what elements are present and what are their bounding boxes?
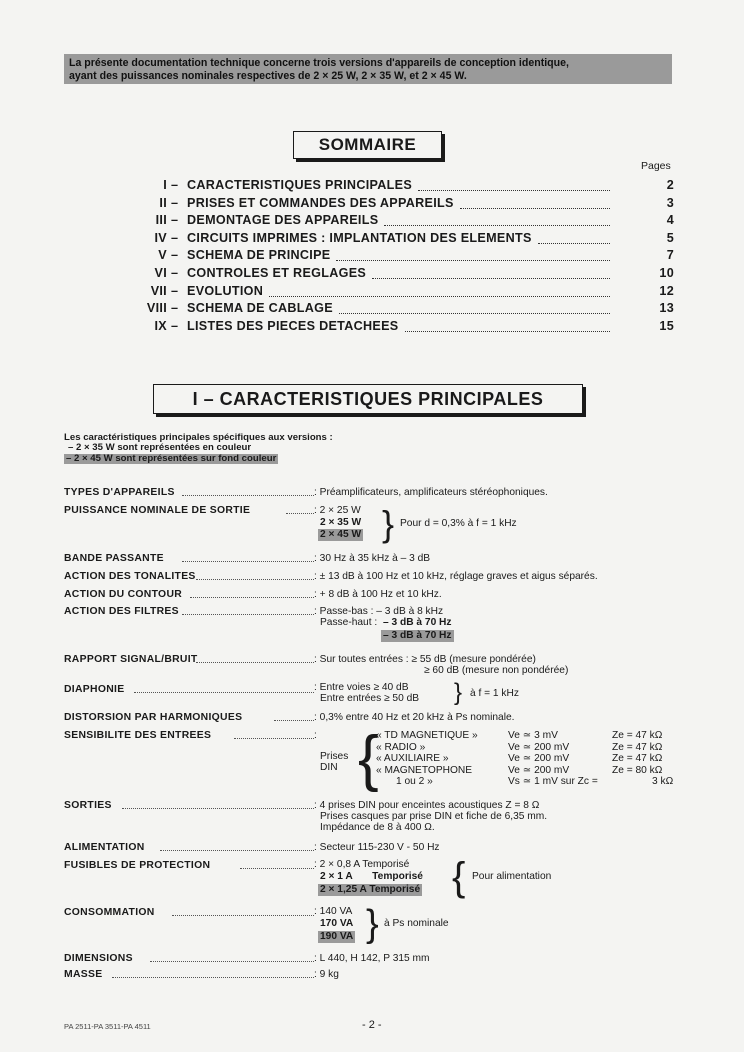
toc-label: SCHEMA DE PRINCIPE: [187, 248, 331, 263]
spec-filtres-v2-label: Passe-haut :: [320, 617, 378, 628]
sensibilite-voltage: Ve ≃ 3 mV: [508, 730, 558, 741]
toc-leader: [372, 274, 610, 279]
brace: {: [452, 855, 466, 899]
toc-number: III: [155, 213, 167, 228]
spec-signal-label: RAPPORT SIGNAL/BRUIT: [64, 654, 198, 665]
sommaire-title: SOMMAIRE: [293, 131, 442, 159]
brace: }: [454, 679, 463, 706]
section-title: I – CARACTERISTIQUES PRINCIPALES: [153, 384, 583, 414]
toc-label: LISTES DES PIECES DETACHEES: [187, 318, 399, 333]
spec-fusibles-label: FUSIBLES DE PROTECTION: [64, 860, 211, 871]
toc-dash: –: [171, 301, 179, 316]
spec-masse-label: MASSE: [64, 969, 103, 980]
toc-label: CARACTERISTIQUES PRINCIPALES: [187, 178, 413, 192]
toc-label: EVOLUTION: [187, 283, 264, 298]
spec-puissance-v2: 2 × 35 W: [320, 517, 362, 528]
toc-leader: [339, 309, 610, 314]
pages-label: Pages: [641, 160, 671, 172]
toc-page: 13: [659, 301, 674, 316]
spec-puissance-v3: 2 × 45 W: [320, 529, 362, 540]
spec-tonalites-value: : ± 13 dB à 100 Hz et 10 kHz, réglage graves et aigus séparés.: [314, 571, 598, 582]
leader-dots: [286, 509, 314, 514]
leader-dots: [172, 911, 314, 916]
sensibilite-input-name: « AUXILIAIRE »: [376, 753, 449, 764]
toc-page: 4: [666, 213, 674, 228]
brace: {: [358, 724, 379, 793]
spec-diaphonie-v1: : Entre voies ≥ 40 dB: [314, 682, 409, 693]
spec-sensibilite-label: SENSIBILITE DES ENTREES: [64, 730, 212, 741]
spec-alimentation-label: ALIMENTATION: [64, 842, 145, 853]
toc-dash: –: [171, 230, 179, 245]
sensibilite-input-name: « MAGNETOPHONE: [376, 764, 473, 776]
toc-page: 3: [666, 195, 674, 210]
sensibilite-impedance: Ze = 47 kΩ: [612, 753, 663, 764]
toc-row: [60, 231, 680, 249]
leader-dots: [182, 491, 314, 496]
spec-fusibles-v3: 2 × 1,25 A Temporisé: [320, 884, 421, 895]
toc-page: 12: [659, 283, 674, 298]
spec-filtres-v2-value: – 3 dB à 70 Hz: [383, 617, 452, 628]
toc-row: [60, 266, 680, 284]
sensibilite-voltage: Ve ≃ 200 mV: [508, 741, 570, 753]
toc-row: [60, 319, 680, 337]
toc-leader: [269, 292, 610, 297]
section-intro-line-3: – 2 × 45 W sont représentées sur fond couleur: [66, 453, 277, 464]
sensibilite-input-name: « TD MAGNETIQUE »: [376, 730, 478, 741]
spec-filtres-v1: : Passe-bas : – 3 dB à 8 kHz: [314, 606, 444, 617]
toc-number: V: [158, 248, 167, 263]
toc-page: 5: [666, 230, 674, 245]
spec-diaphonie-label: DIAPHONIE: [64, 684, 125, 695]
toc-row: [60, 301, 680, 319]
toc-page: 10: [659, 265, 674, 280]
spec-dimensions-label: DIMENSIONS: [64, 953, 133, 964]
toc-number: VIII: [146, 301, 167, 316]
spec-consommation-v1: : 140 VA: [314, 906, 353, 917]
colon: :: [314, 730, 317, 741]
toc-number: VII: [150, 283, 167, 298]
spec-filtres-label: ACTION DES FILTRES: [64, 606, 179, 617]
spec-consommation-v2: 170 VA: [320, 918, 354, 929]
sensibilite-voltage: Vs ≃ 1 mV sur Zc =: [508, 776, 598, 787]
spec-distorsion-value: : 0,3% entre 40 Hz et 20 kHz à Ps nominale.: [314, 712, 515, 723]
section-intro-line-2: – 2 × 35 W sont représentées en couleur: [68, 442, 252, 453]
toc-label: PRISES ET COMMANDES DES APPAREILS: [187, 195, 454, 210]
intro-banner: [64, 54, 672, 84]
toc-dash: –: [171, 248, 179, 263]
spec-contour-label: ACTION DU CONTOUR: [64, 589, 183, 600]
leader-dots: [196, 658, 314, 663]
toc-row: [60, 213, 680, 231]
sensibilite-voltage: Ve ≃ 200 mV: [508, 753, 570, 764]
toc-leader: [538, 239, 610, 244]
toc-row: [60, 284, 680, 302]
toc-row: [60, 178, 680, 196]
toc-page: 2: [666, 178, 674, 192]
leader-dots: [274, 716, 314, 721]
toc-leader: [460, 204, 610, 209]
spec-bande-label: BANDE PASSANTE: [64, 553, 164, 564]
leader-dots: [182, 557, 314, 562]
sensibilite-input-name: 1 ou 2 »: [396, 776, 433, 787]
leader-dots: [240, 864, 314, 869]
spec-puissance-cond: Pour d = 0,3% à f = 1 kHz: [400, 518, 517, 529]
spec-tonalites-label: ACTION DES TONALITES: [64, 571, 196, 582]
toc-label: DEMONTAGE DES APPAREILS: [187, 213, 379, 228]
toc-number: IX: [154, 318, 167, 333]
spec-fusibles-v2: 2 × 1 A Temporisé: [320, 871, 423, 882]
toc-dash: –: [171, 213, 179, 228]
leader-dots: [196, 575, 314, 580]
spec-puissance-label: PUISSANCE NOMINALE DE SORTIE: [64, 505, 251, 516]
leader-dots: [134, 688, 314, 693]
spec-fusibles-v1: : 2 × 0,8 A Temporisé: [314, 859, 410, 870]
toc-leader: [405, 327, 610, 332]
spec-types-value: : Préamplificateurs, amplificateurs stéréophoniques.: [314, 487, 548, 498]
toc-leader: [384, 221, 610, 226]
spec-contour-value: : + 8 dB à 100 Hz et 10 kHz.: [314, 589, 442, 600]
leader-dots: [122, 804, 314, 809]
spec-distorsion-label: DISTORSION PAR HARMONIQUES: [64, 712, 243, 723]
spec-sorties-v2: Prises casques par prise DIN et fiche de 6,35 mm.: [320, 811, 548, 822]
leader-dots: [150, 957, 314, 962]
spec-fusibles-cond: Pour alimentation: [472, 871, 552, 882]
spec-sorties-v1: : 4 prises DIN pour enceintes acoustiques Z = 8 Ω: [314, 800, 540, 811]
toc-dash: –: [171, 318, 179, 333]
spec-puissance-v1: : 2 × 25 W: [314, 505, 361, 516]
toc-row: [60, 248, 680, 266]
toc-dash: –: [171, 265, 179, 280]
toc-label: SCHEMA DE CABLAGE: [187, 301, 333, 316]
leader-dots: [234, 734, 314, 739]
footer-page-number: - 2 -: [362, 1019, 382, 1031]
toc-label: CIRCUITS IMPRIMES : IMPLANTATION DES ELEMENTS: [187, 230, 532, 245]
spec-masse-value: : 9 kg: [314, 969, 339, 980]
sensibilite-impedance: 3 kΩ: [652, 776, 674, 787]
toc-number: I: [163, 178, 167, 192]
toc-row: [60, 196, 680, 214]
spec-dimensions-value: : L 440, H 142, P 315 mm: [314, 953, 430, 964]
sensibilite-impedance: Ze = 47 kΩ: [612, 741, 663, 753]
toc-dash: –: [171, 283, 179, 298]
toc-leader: [336, 256, 610, 261]
sensibilite-impedance: Ze = 80 kΩ: [612, 764, 663, 776]
spec-consommation-v3: 190 VA: [320, 931, 354, 942]
leader-dots: [160, 846, 314, 851]
leader-dots: [182, 610, 314, 615]
footer-models: PA 2511-PA 3511-PA 4511: [64, 1022, 151, 1031]
section-intro: [64, 433, 333, 464]
spec-filtres-v3: – 3 dB à 70 Hz: [383, 630, 452, 641]
toc-dash: –: [171, 195, 179, 210]
section-intro-line-1: Les caractéristiques principales spécifiques aux versions :: [64, 432, 333, 443]
sensibilite-voltage: Ve ≃ 200 mV: [508, 764, 570, 776]
toc-number: II: [159, 195, 167, 210]
spec-sorties-label: SORTIES: [64, 800, 112, 811]
spec-alimentation-value: : Secteur 115-230 V - 50 Hz: [314, 842, 440, 853]
intro-line-2: ayant des puissances nominales respectives de 2 × 25 W, 2 × 35 W, et 2 × 45 W.: [69, 69, 467, 82]
brace: }: [382, 503, 395, 544]
spec-signal-v1: : Sur toutes entrées : ≥ 55 dB (mesure pondérée): [314, 654, 536, 665]
toc-dash: –: [171, 178, 179, 192]
spec-types-label: TYPES D'APPAREILS: [64, 487, 175, 498]
toc-number: IV: [154, 230, 167, 245]
toc-leader: [418, 186, 610, 191]
toc-page: 7: [666, 248, 674, 263]
brace: }: [366, 903, 379, 945]
spec-diaphonie-v2: Entre entrées ≥ 50 dB: [320, 693, 420, 704]
leader-dots: [190, 593, 314, 598]
toc-page: 15: [659, 318, 674, 333]
spec-sensibilite-din: DIN: [320, 762, 338, 773]
spec-sorties-v3: Impédance de 8 à 400 Ω.: [320, 822, 435, 833]
spec-signal-v2: ≥ 60 dB (mesure non pondérée): [424, 665, 569, 676]
toc-number: VI: [154, 265, 167, 280]
toc-label: CONTROLES ET REGLAGES: [187, 265, 367, 280]
spec-bande-value: : 30 Hz à 35 kHz à – 3 dB: [314, 553, 431, 564]
intro-line-1: La présente documentation technique concerne trois versions d'appareils de conception identique,: [69, 57, 569, 69]
spec-diaphonie-cond: à f = 1 kHz: [470, 688, 519, 699]
sensibilite-input-name: « RADIO »: [376, 741, 426, 753]
table-of-contents: [60, 178, 680, 336]
spec-consommation-cond: à Ps nominale: [384, 918, 449, 929]
spec-consommation-label: CONSOMMATION: [64, 907, 155, 918]
spec-sensibilite-prises: Prises: [320, 751, 349, 762]
leader-dots: [112, 973, 314, 978]
sensibilite-impedance: Ze = 47 kΩ: [612, 730, 663, 741]
